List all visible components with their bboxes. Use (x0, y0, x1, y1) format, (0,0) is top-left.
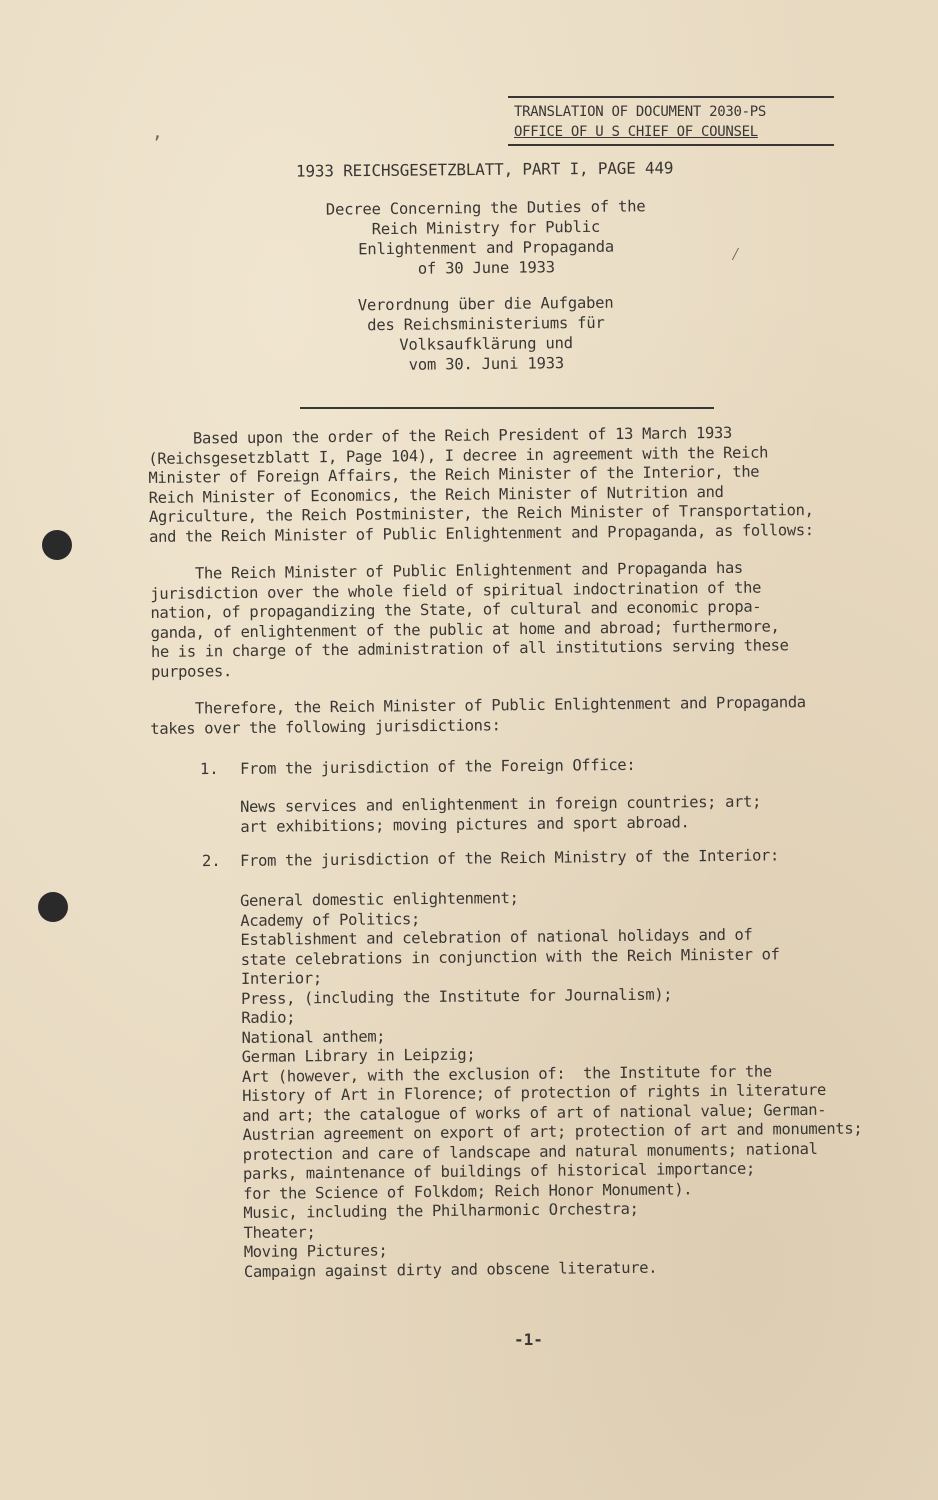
item-1-number: 1. (199, 759, 219, 779)
title-en-line: Decree Concerning the Duties of the (325, 197, 646, 219)
item-2-list (240, 886, 864, 1282)
title-de-line: des Reichsministeriums für (367, 313, 605, 335)
paragraph-preamble (148, 423, 814, 547)
list-line: News services and enlightenment in foreign countries; art; (240, 792, 762, 816)
text-line: and the Reich Minister of Public Enlightenment and Propaganda, as follows: (149, 520, 814, 546)
paragraph-jurisdiction (150, 558, 789, 682)
pencil-mark: ⁄ (730, 244, 741, 265)
item-2-title: From the jurisdiction of the Reich Ministry of the Interior: (240, 846, 780, 870)
text-line: Reich Minister of Economics, the Reich Minister of Nutrition and (148, 482, 724, 507)
title-en-line: Reich Ministry for Public (371, 217, 601, 239)
title-de-line: vom 30. Juni 1933 (408, 354, 565, 374)
list-line: protection and care of landscape and natural monuments; national (242, 1139, 818, 1164)
list-line: History of Art in Florence; of protection of rights in literature (242, 1080, 827, 1105)
list-line: parks, maintenance of buildings of historical importance; (242, 1159, 755, 1183)
title-en-line: Enlightenment and Propaganda (358, 237, 615, 259)
list-line: General domestic enlightenment; (240, 889, 519, 910)
list-line: Austrian agreement on export of art; protection of art and monuments; (242, 1119, 863, 1144)
list-line: Music, including the Philharmonic Orchestra; (243, 1199, 639, 1222)
list-line: Interior; (240, 969, 322, 988)
punch-hole (38, 892, 68, 922)
list-line: art exhibitions; moving pictures and sport abroad. (240, 812, 690, 836)
text-line: Therefore, the Reich Minister of Public Enlightenment and Propaganda (150, 693, 806, 718)
text-line: The Reich Minister of Public Enlightenment and Propaganda has (150, 558, 743, 583)
item-2-number: 2. (201, 851, 221, 871)
text-line: Based upon the order of the Reich President of 13 March 1933 (148, 423, 732, 448)
text-line: Minister of Foreign Affairs, the Reich Minister of the Interior, the (148, 462, 760, 487)
pencil-mark: ‚ (152, 122, 163, 143)
translation-header (508, 96, 834, 146)
header-line-1: TRANSLATION OF DOCUMENT 2030-PS (514, 104, 766, 120)
list-line: state celebrations in conjunction with the Reich Minister of (240, 944, 780, 969)
text-line: jurisdiction over the whole field of spiritual indoctrination of the (150, 578, 762, 603)
text-line: purposes. (151, 661, 233, 681)
list-line: Academy of Politics; (240, 909, 421, 930)
item-1-list (240, 793, 761, 837)
text-line: ganda, of enlightenment of the public at home and abroad; furthermore, (150, 616, 780, 642)
citation-line: 1933 REICHSGESETZBLATT, PART I, PAGE 449 (295, 158, 674, 181)
paragraph-therefore (150, 693, 806, 739)
list-line: for the Science of Folkdom; Reich Honor Monument). (243, 1179, 693, 1203)
punch-hole (42, 530, 72, 560)
list-line: Theater; (243, 1222, 316, 1242)
list-line: Moving Pictures; (243, 1241, 388, 1261)
list-line: Press, (including the Institute for Journalism); (241, 984, 673, 1008)
text-line: he is in charge of the administration of all institutions serving these (150, 636, 789, 661)
title-german (296, 292, 677, 376)
title-de-line: Volksaufklärung und (399, 334, 573, 354)
list-line: Establishment and celebration of national holidays and of (240, 925, 753, 949)
header-line-2: OFFICE OF U S CHIEF OF COUNSEL (514, 124, 758, 140)
text-line: Agriculture, the Reich Postminister, the Reich Minister of Transportation, (148, 501, 814, 526)
title-de-line: Verordnung über die Aufgaben (357, 293, 614, 315)
text-line: nation, of propagandizing the State, of cultural and economic propa- (150, 597, 762, 622)
text-line: takes over the following jurisdictions: (150, 715, 501, 738)
list-line: Radio; (241, 1008, 296, 1027)
title-english (296, 196, 677, 280)
text-line: (Reichsgesetzblatt I, Page 104), I decree in agreement with the Reich (148, 443, 769, 468)
page-number: -1- (514, 1330, 543, 1349)
item-1-title: From the jurisdiction of the Foreign Office: (240, 755, 636, 778)
list-line: National anthem; (241, 1026, 386, 1047)
list-line: German Library in Leipzig; (241, 1045, 476, 1066)
separator-rule (300, 407, 714, 409)
list-line: and art; the catalogue of works of art of national value; German- (242, 1100, 827, 1125)
list-line: Art (however, with the exclusion of: the Institute for the (241, 1061, 772, 1086)
title-en-line: of 30 June 1933 (417, 258, 555, 278)
list-line: Campaign against dirty and obscene literature. (243, 1258, 658, 1281)
